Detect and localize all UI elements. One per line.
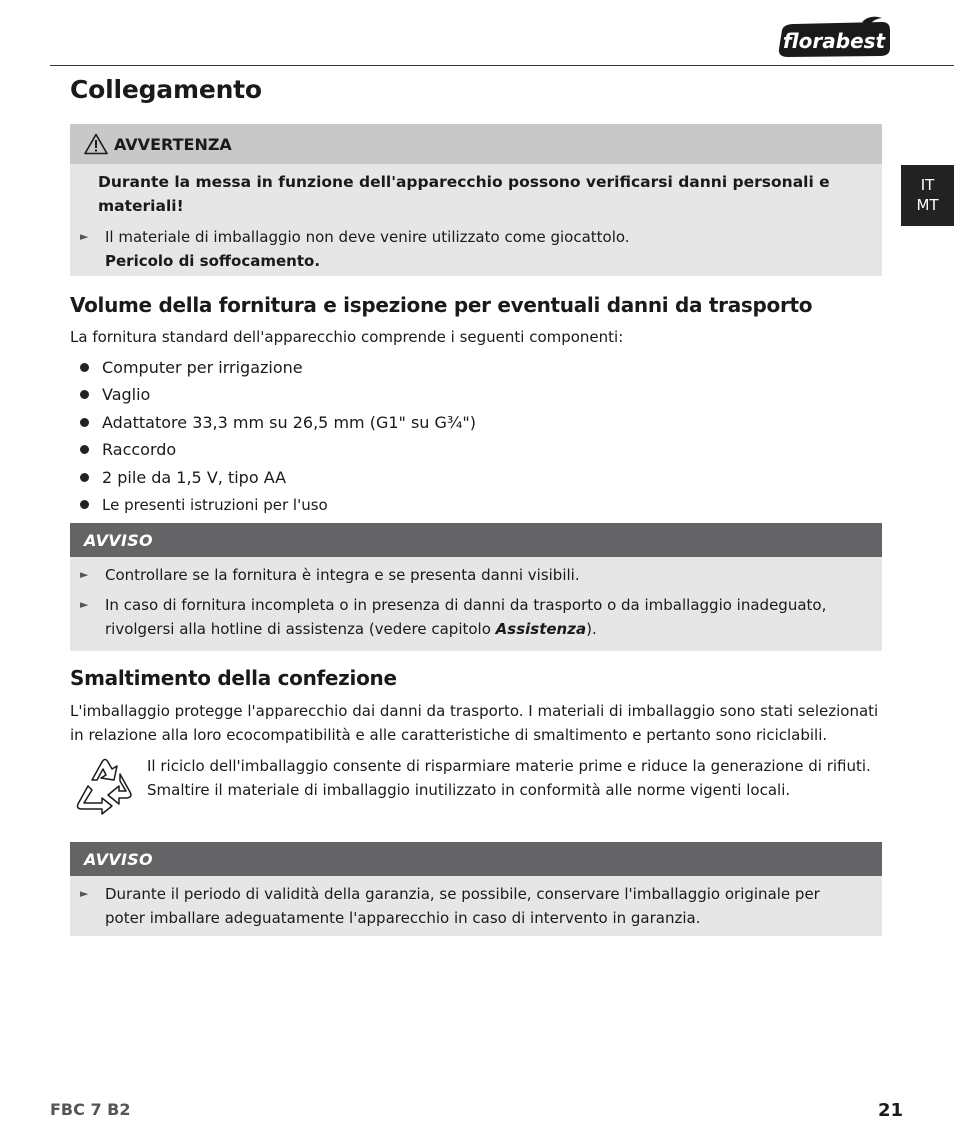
notice-box-2 (70, 842, 882, 936)
bullet-icon (80, 445, 89, 454)
bullet-icon (80, 390, 89, 399)
list-item: Le presenti istruzioni per l'uso (70, 491, 476, 518)
recycle-paragraph: Il riciclo dell'imballaggio consente di risparmiare materie prime e riduce la generazione di rifiuti. Smaltire il materiale di imballaggio inutilizzato in conformità alle norme vigenti locali. (147, 757, 871, 799)
list-item: Computer per irrigazione (70, 354, 476, 381)
warning-triangle-icon (84, 133, 108, 155)
bullet-icon (80, 418, 89, 427)
page-number: 21 (878, 1100, 904, 1121)
delivery-heading: Volume della fornitura e ispezione per eventuali danni da trasporto (70, 293, 813, 317)
delivery-list (70, 354, 476, 518)
bullet-icon (80, 500, 89, 509)
florabest-logo (774, 16, 894, 60)
disposal-paragraph: L'imballaggio protegge l'apparecchio dai danni da trasporto. I materiali di imballaggio sono stati selezionati in relazione alla loro ecocompatibilità e alle caratteristiche di smaltimento e pertanto sono riciclabili. (70, 702, 879, 744)
warning-lead: Durante la messa in funzione dell'apparecchio possono verificarsi danni personali e materiali! (98, 173, 830, 215)
arrow-icon: ► (80, 598, 89, 611)
arrow-icon: ► (80, 568, 89, 581)
header-rule (50, 65, 954, 66)
notice-header-2: AVVISO (70, 842, 882, 876)
arrow-icon: ► (80, 887, 89, 900)
list-item: 2 pile da 1,5 V, tipo AA (70, 464, 476, 491)
list-item: Adattatore 33,3 mm su 26,5 mm (G1" su G¾") (70, 409, 476, 436)
delivery-intro: La fornitura standard dell'apparecchio comprende i seguenti componenti: (70, 328, 624, 346)
bullet-icon (80, 473, 89, 482)
bullet-icon (80, 363, 89, 372)
warning-item (70, 225, 882, 273)
lang-code-it: IT (920, 176, 935, 194)
notice-item: ► Durante il periodo di validità della garanzia, se possibile, conservare l'imballaggio originale per poter imballare adeguatamente l'apparecchio in caso di intervento in garanzia. (70, 882, 882, 930)
recycle-icon (70, 750, 140, 818)
warning-item-bold: Pericolo di soffocamento. (105, 252, 321, 270)
list-item: Vaglio (70, 381, 476, 408)
language-tab (901, 165, 954, 226)
footer-model: FBC 7 B2 (50, 1100, 131, 1119)
notice-box-1 (70, 523, 882, 651)
arrow-icon: ► (80, 230, 89, 243)
warning-item-text: Il materiale di imballaggio non deve venire utilizzato come giocattolo. (105, 228, 630, 246)
page-title: Collegamento (70, 75, 262, 104)
warning-box (70, 124, 882, 276)
notice-item: ► In caso di fornitura incompleta o in presenza di danni da trasporto o da imballaggio inadeguato, rivolgersi alla hotline di assistenza (vedere capitolo Assistenza). (70, 593, 882, 641)
disposal-heading: Smaltimento della confezione (70, 666, 397, 690)
warning-header (70, 124, 882, 164)
notice-header-1: AVVISO (70, 523, 882, 557)
list-item: Raccordo (70, 436, 476, 463)
lang-code-mt: MT (916, 196, 939, 214)
logo-text: florabest (782, 29, 886, 53)
notice-item: ► Controllare se la fornitura è integra e se presenta danni visibili. (70, 563, 882, 587)
warning-label: AVVERTENZA (114, 134, 232, 154)
